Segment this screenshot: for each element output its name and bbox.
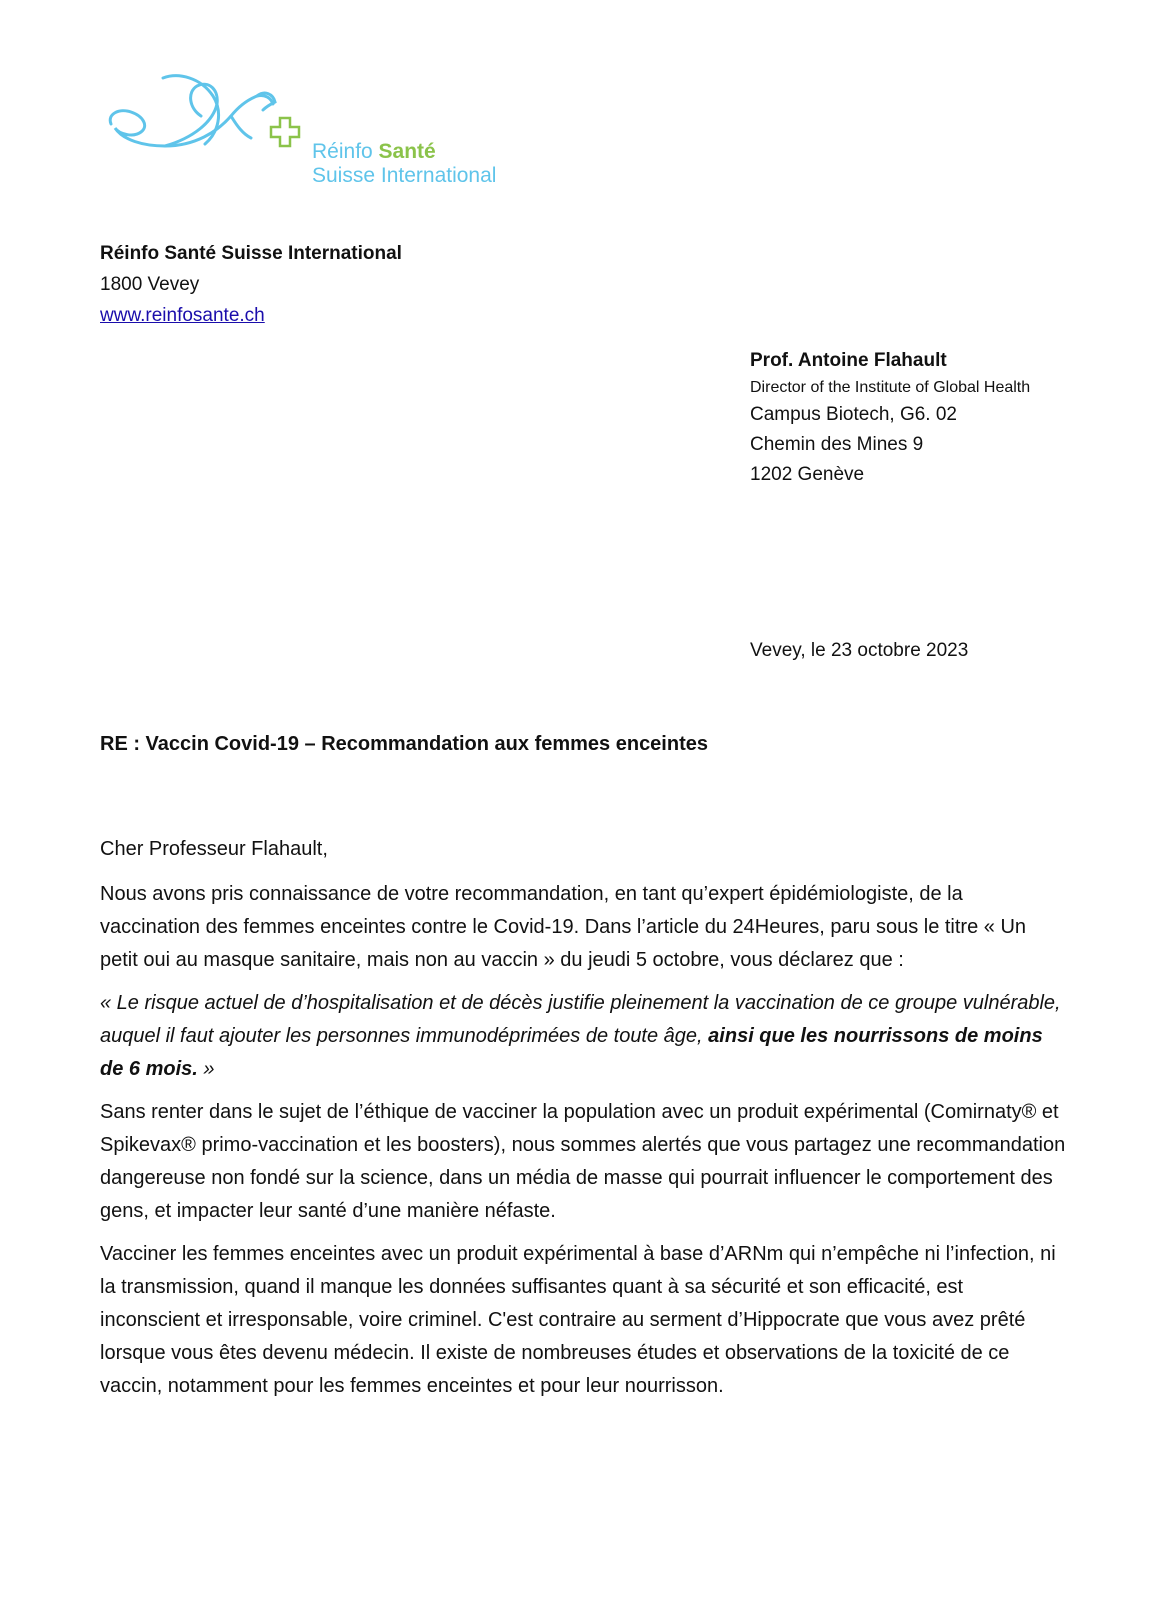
medical-cross-icon <box>269 116 301 148</box>
quote-paragraph <box>100 987 1066 1086</box>
recipient-block <box>750 346 1030 490</box>
logo-wordmark <box>312 140 496 188</box>
sender-city: 1800 Vevey <box>100 274 200 295</box>
logo-text-suisse-international: Suisse International <box>312 164 497 187</box>
greeting: Cher Professeur Flahault, <box>100 838 328 860</box>
quote-text: « Le risque actuel de d’hospitalisation et de décès justifie pleinement la vaccination de ce groupe vulnérable, auquel il faut ajouter les personnes immunodéprimées de toute âge, <box>100 992 1061 1047</box>
recipient-name: Prof. Antoine Flahault <box>750 350 947 371</box>
recipient-address-line-1: Campus Biotech, G6. 02 <box>750 404 957 425</box>
recipient-address-line-2: Chemin des Mines 9 <box>750 434 924 455</box>
logo-text-sante: Santé <box>378 140 436 163</box>
sender-block <box>100 238 402 331</box>
recipient-role: Director of the Institute of Global Health <box>750 379 1031 396</box>
sender-website-link[interactable]: www.reinfosante.ch <box>100 305 265 326</box>
quote-bold-text: ainsi que les nourrissons de moins de 6 mois. <box>100 1025 1043 1080</box>
logo-text-reinfo: Réinfo <box>312 140 379 163</box>
quote-close: » <box>197 1058 215 1080</box>
sender-organization: Réinfo Santé Suisse International <box>100 243 402 264</box>
letter-date: Vevey, le 23 octobre 2023 <box>750 640 969 661</box>
organization-logo <box>105 66 525 196</box>
paragraph-2: Sans renter dans le sujet de l’éthique de vacciner la population avec un produit expérimental (Comirnaty® et Spikevax® primo-vaccination et les boosters), nous sommes alertés que vous partagez une recommandation dangereuse non fondé sur la science, dans un média de masse qui pourrait influencer le comportement des gens, et impacter leur santé d’une manière néfaste. <box>100 1101 1066 1222</box>
paragraph-1: Nous avons pris connaissance de votre recommandation, en tant qu’expert épidémiologiste, de la vaccination des femmes enceintes contre le Covid-19. Dans l’article du 24Heures, paru sous le titre « Un petit oui au masque sanitaire, mais non au vaccin » du jeudi 5 octobre, vous déclarez que : <box>100 883 1027 971</box>
recipient-address-line-3: 1202 Genève <box>750 464 865 485</box>
paragraph-3: Vacciner les femmes enceintes avec un produit expérimental à base d’ARNm qui n’empêche ni l’infection, ni la transmission, quand il manque les données suffisantes quant à sa sécurité et son efficacité, est inconscient et irresponsable, voire criminel. C'est contraire au serment d’Hippocrate que vous avez prêté lorsque vous êtes devenu médecin. Il existe de nombreuses études et observations de la toxicité de ce vaccin, notamment pour les femmes enceintes et pour leur nourrisson. <box>100 1243 1056 1397</box>
letter-body <box>100 833 1066 1413</box>
letter-subject: RE : Vaccin Covid-19 – Recommandation aux femmes enceintes <box>100 733 708 755</box>
